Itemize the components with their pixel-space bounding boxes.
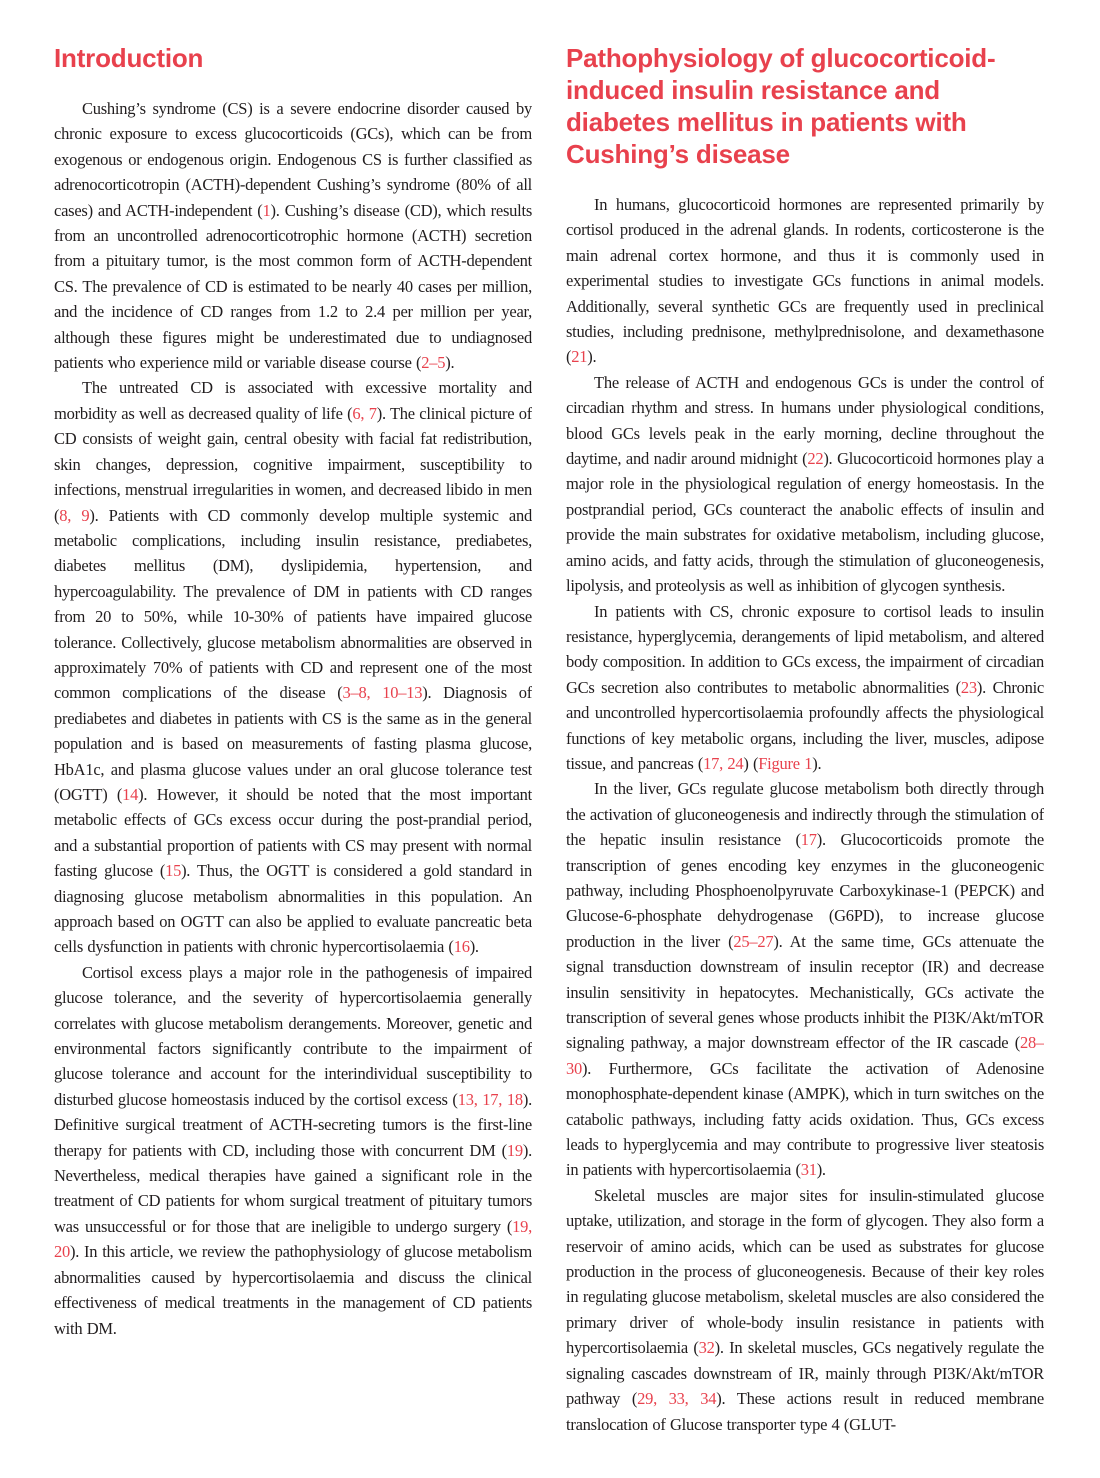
citation-link[interactable]: 21 [571, 347, 588, 367]
text-run: ). [812, 753, 822, 773]
citation-link[interactable]: 23 [960, 677, 977, 697]
text-run: ). Glucocorticoid hormones play a major role in the physiological regulation of energy homeostasis. In the postprandial period, GCs counteract the anabolic effects of insulin and provide the main substrates for oxidative metabolism, including glucose, amino acids, and fatty acids, through the stimulation of gluconeogenesis, lipolysis, and proteolysis as well as inhibition of glycogen synthesis. [566, 449, 1044, 596]
citation-link[interactable]: 17 [800, 830, 817, 850]
paragraph [566, 192, 1044, 370]
text-run: In humans, glucocorticoid hormones are represented primarily by cortisol produced in the adrenal glands. In rodents, corticosterone is the main adrenal cortex hormone, and thus it is commonly used in experimental studies to investigate GCs functions in animal models. Additionally, several synthetic GCs are frequently used in preclinical studies, including prednisone, methylprednisolone, and dexamethasone ( [566, 195, 1044, 367]
paragraph [54, 375, 532, 959]
text-run: ). Definitive surgical treatment of ACTH-secreting tumors is the first-line therapy for patients with CD, including those with concurrent DM ( [54, 1089, 532, 1160]
citation-link[interactable]: 14 [122, 784, 139, 804]
figure-link[interactable]: Figure 1 [758, 753, 813, 773]
paragraph [54, 960, 532, 1341]
left-column [54, 42, 532, 1478]
paragraph [566, 776, 1044, 1183]
text-run: The untreated CD is associated with excessive mortality and morbidity as well as decreased quality of life ( [54, 378, 532, 423]
citation-link[interactable]: 29, 33, 34 [637, 1389, 717, 1409]
text-run: ). The clinical picture of CD consists of weight gain, central obesity with facial fat redistribution, skin changes, depression, cognitive impairment, susceptibility to infections, menstrual irregularities in women, and decreased libido in men ( [54, 403, 532, 525]
text-run: ). Chronic and uncontrolled hypercortisolaemia profoundly affects the physiological functions of key metabolic organs, including the liver, muscles, adipose tissue, and pancreas ( [566, 677, 1044, 773]
citation-link[interactable]: 19, 20 [54, 1216, 532, 1262]
citation-link[interactable]: 13, 17, 18 [457, 1089, 523, 1109]
text-run: ). Diagnosis of prediabetes and diabetes in patients with CS is the same as in the general population and is based on measurements of fasting plasma glucose, HbA1c, and plasma glucose values under an oral glucose tolerance test (OGTT) ( [54, 683, 532, 804]
section-heading-pathophysiology: Pathophysiology of glucocorticoid-induced insulin resistance and diabetes mellitus in patients with Cushing’s disease [566, 43, 996, 169]
text-run: The release of ACTH and endogenous GCs is under the control of circadian rhythm and stress. In humans under physiological conditions, blood GCs levels peak in the early morning, decline throughout the daytime, and nadir around midnight ( [566, 372, 1044, 469]
text-run: ) ( [743, 753, 759, 773]
text-run: ). In this article, we review the pathophysiology of glucose metabolism abnormalities caused by hypercortisolaemia and discuss the clinical effectiveness of medical treatments in the management of CD patients with DM. [54, 1242, 532, 1338]
citation-link[interactable]: 25–27 [733, 931, 774, 951]
text-run: ). Glucocorticoids promote the transcription of genes encoding key enzymes in the gluconeogenic pathway, including Phosphoenolpyruvate Carboxykinase-1 (PEPCK) and Glucose-6-phosphate dehydrogenase (G6PD), to increase glucose production in the liver ( [566, 830, 1044, 951]
text-run: ). Furthermore, GCs facilitate the activation of Adenosine monophosphate-dependent kinase (AMPK), which in turn switches on the catabolic pathways, including fatty acids oxidation. Thus, GCs excess leads to hyperglycemia and may contribute to progressive liver steatosis in patients with hypercortisolaemia ( [566, 1058, 1044, 1180]
text-run: ). [469, 937, 479, 957]
citation-link[interactable]: 3–8, 10–13 [342, 683, 423, 703]
right-column [566, 42, 1044, 1478]
paragraph [54, 96, 532, 375]
citation-link[interactable]: 1 [262, 200, 271, 220]
text-run: Cushing’s syndrome (CS) is a severe endocrine disorder caused by chronic exposure to excess glucocorticoids (GCs), which can be from exogenous or endogenous origin. Endogenous CS is further classified as adrenocorticotropin (ACTH)-dependent Cushing’s syndrome (80% of all cases) and ACTH-independent ( [54, 99, 532, 220]
citation-link[interactable]: 19 [506, 1140, 523, 1160]
paragraph [566, 599, 1044, 777]
text-run: ). Nevertheless, medical therapies have gained a significant role in the treatment of CD patients for whom surgical treatment of pituitary tumors was unsuccessful or for those that are ineligible to undergo surgery ( [54, 1140, 532, 1236]
citation-link[interactable]: 32 [698, 1338, 715, 1358]
citation-link[interactable]: 16 [453, 937, 470, 957]
text-run: ). [445, 353, 455, 373]
text-run: ). At the same time, GCs attenuate the signal transduction downstream of insulin receptor (IR) and decrease insulin sensitivity in hepatocytes. Mechanistically, GCs activate the transcription of several genes whose products inhibit the PI3K/Akt/mTOR signaling pathway, a major downstream effector of the IR cascade ( [566, 931, 1044, 1053]
text-run: ). In skeletal muscles, GCs negatively regulate the signaling cascades downstream of IR, mainly through PI3K/Akt/mTOR pathway ( [566, 1338, 1044, 1409]
citation-link[interactable]: 2–5 [421, 353, 446, 373]
text-run: ). Patients with CD commonly develop multiple systemic and metabolic complications, including insulin resistance, prediabetes, diabetes mellitus (DM), dyslipidemia, hypertension, and hypercoagulability. The prevalence of DM in patients with CD ranges from 20 to 50%, while 10-30% of patients have impaired glucose tolerance. Collectively, glucose metabolism abnormalities are observed in approximately 70% of patients with CD and represent one of the most common complications of the disease ( [54, 505, 532, 703]
citation-link[interactable]: 22 [807, 449, 824, 469]
citation-link[interactable]: 31 [800, 1160, 817, 1180]
pathophysiology-text [566, 192, 1044, 1437]
text-run: Skeletal muscles are major sites for insulin-stimulated glucose uptake, utilization, and storage in the form of glycogen. They also form a reservoir of amino acids, which can be used as substrates for glucose production in the process of gluconeogenesis. Because of their key roles in regulating glucose metabolism, skeletal muscles are also considered the primary driver of whole-body insulin resistance in patients with hypercortisolaemia ( [566, 1185, 1044, 1358]
text-run: In the liver, GCs regulate glucose metabolism both directly through the activation of gluconeogenesis and indirectly through the stimulation of the hepatic insulin resistance ( [566, 779, 1044, 850]
citation-link[interactable]: 6, 7 [352, 403, 377, 423]
text-run: In patients with CS, chronic exposure to cortisol leads to insulin resistance, hyperglycemia, derangements of lipid metabolism, and altered body composition. In addition to GCs excess, the impairment of circadian GCs secretion also contributes to metabolic abnormalities ( [566, 601, 1044, 697]
citation-link[interactable]: 15 [165, 861, 182, 881]
citation-link[interactable]: 8, 9 [59, 505, 90, 525]
introduction-text [54, 96, 532, 1341]
text-run: ). Thus, the OGTT is considered a gold standard in diagnosing glucose metabolism abnormalities in this population. An approach based on OGTT can also be applied to evaluate pancreatic beta cells dysfunction in patients with chronic hypercortisolaemia ( [54, 861, 532, 957]
text-run: ). Cushing’s disease (CD), which results from an uncontrolled adrenocorticotrophic hormone (ACTH) secretion from a pituitary tumor, is the most common form of ACTH-dependent CS. The prevalence of CD is estimated to be nearly 40 cases per million, and the incidence of CD ranges from 1.2 to 2.4 per million per year, although these figures might be underestimated due to undiagnosed patients who experience mild or variable disease course ( [54, 200, 532, 373]
text-run: Cortisol excess plays a major role in the pathogenesis of impaired glucose tolerance, and the severity of hypercortisolaemia generally correlates with glucose metabolism derangements. Moreover, genetic and environmental factors significantly contribute to the impairment of glucose tolerance and account for the interindividual susceptibility to disturbed glucose homeostasis induced by the cortisol excess ( [54, 962, 532, 1109]
text-run: ). [816, 1160, 826, 1180]
paragraph [566, 1183, 1044, 1437]
text-run: ). These actions result in reduced membrane translocation of Glucose transporter type 4 (GLUT- [566, 1389, 1044, 1434]
text-run: ). However, it should be noted that the most important metabolic effects of GCs excess occur during the post-prandial period, and a substantial proportion of patients with CS may present with normal fasting glucose ( [54, 784, 532, 881]
citation-link[interactable]: 28–30 [566, 1033, 1044, 1078]
paragraph [566, 370, 1044, 599]
text-run: ). [587, 347, 597, 367]
citation-link[interactable]: 17, 24 [703, 753, 744, 773]
section-heading-introduction: Introduction [54, 43, 204, 73]
